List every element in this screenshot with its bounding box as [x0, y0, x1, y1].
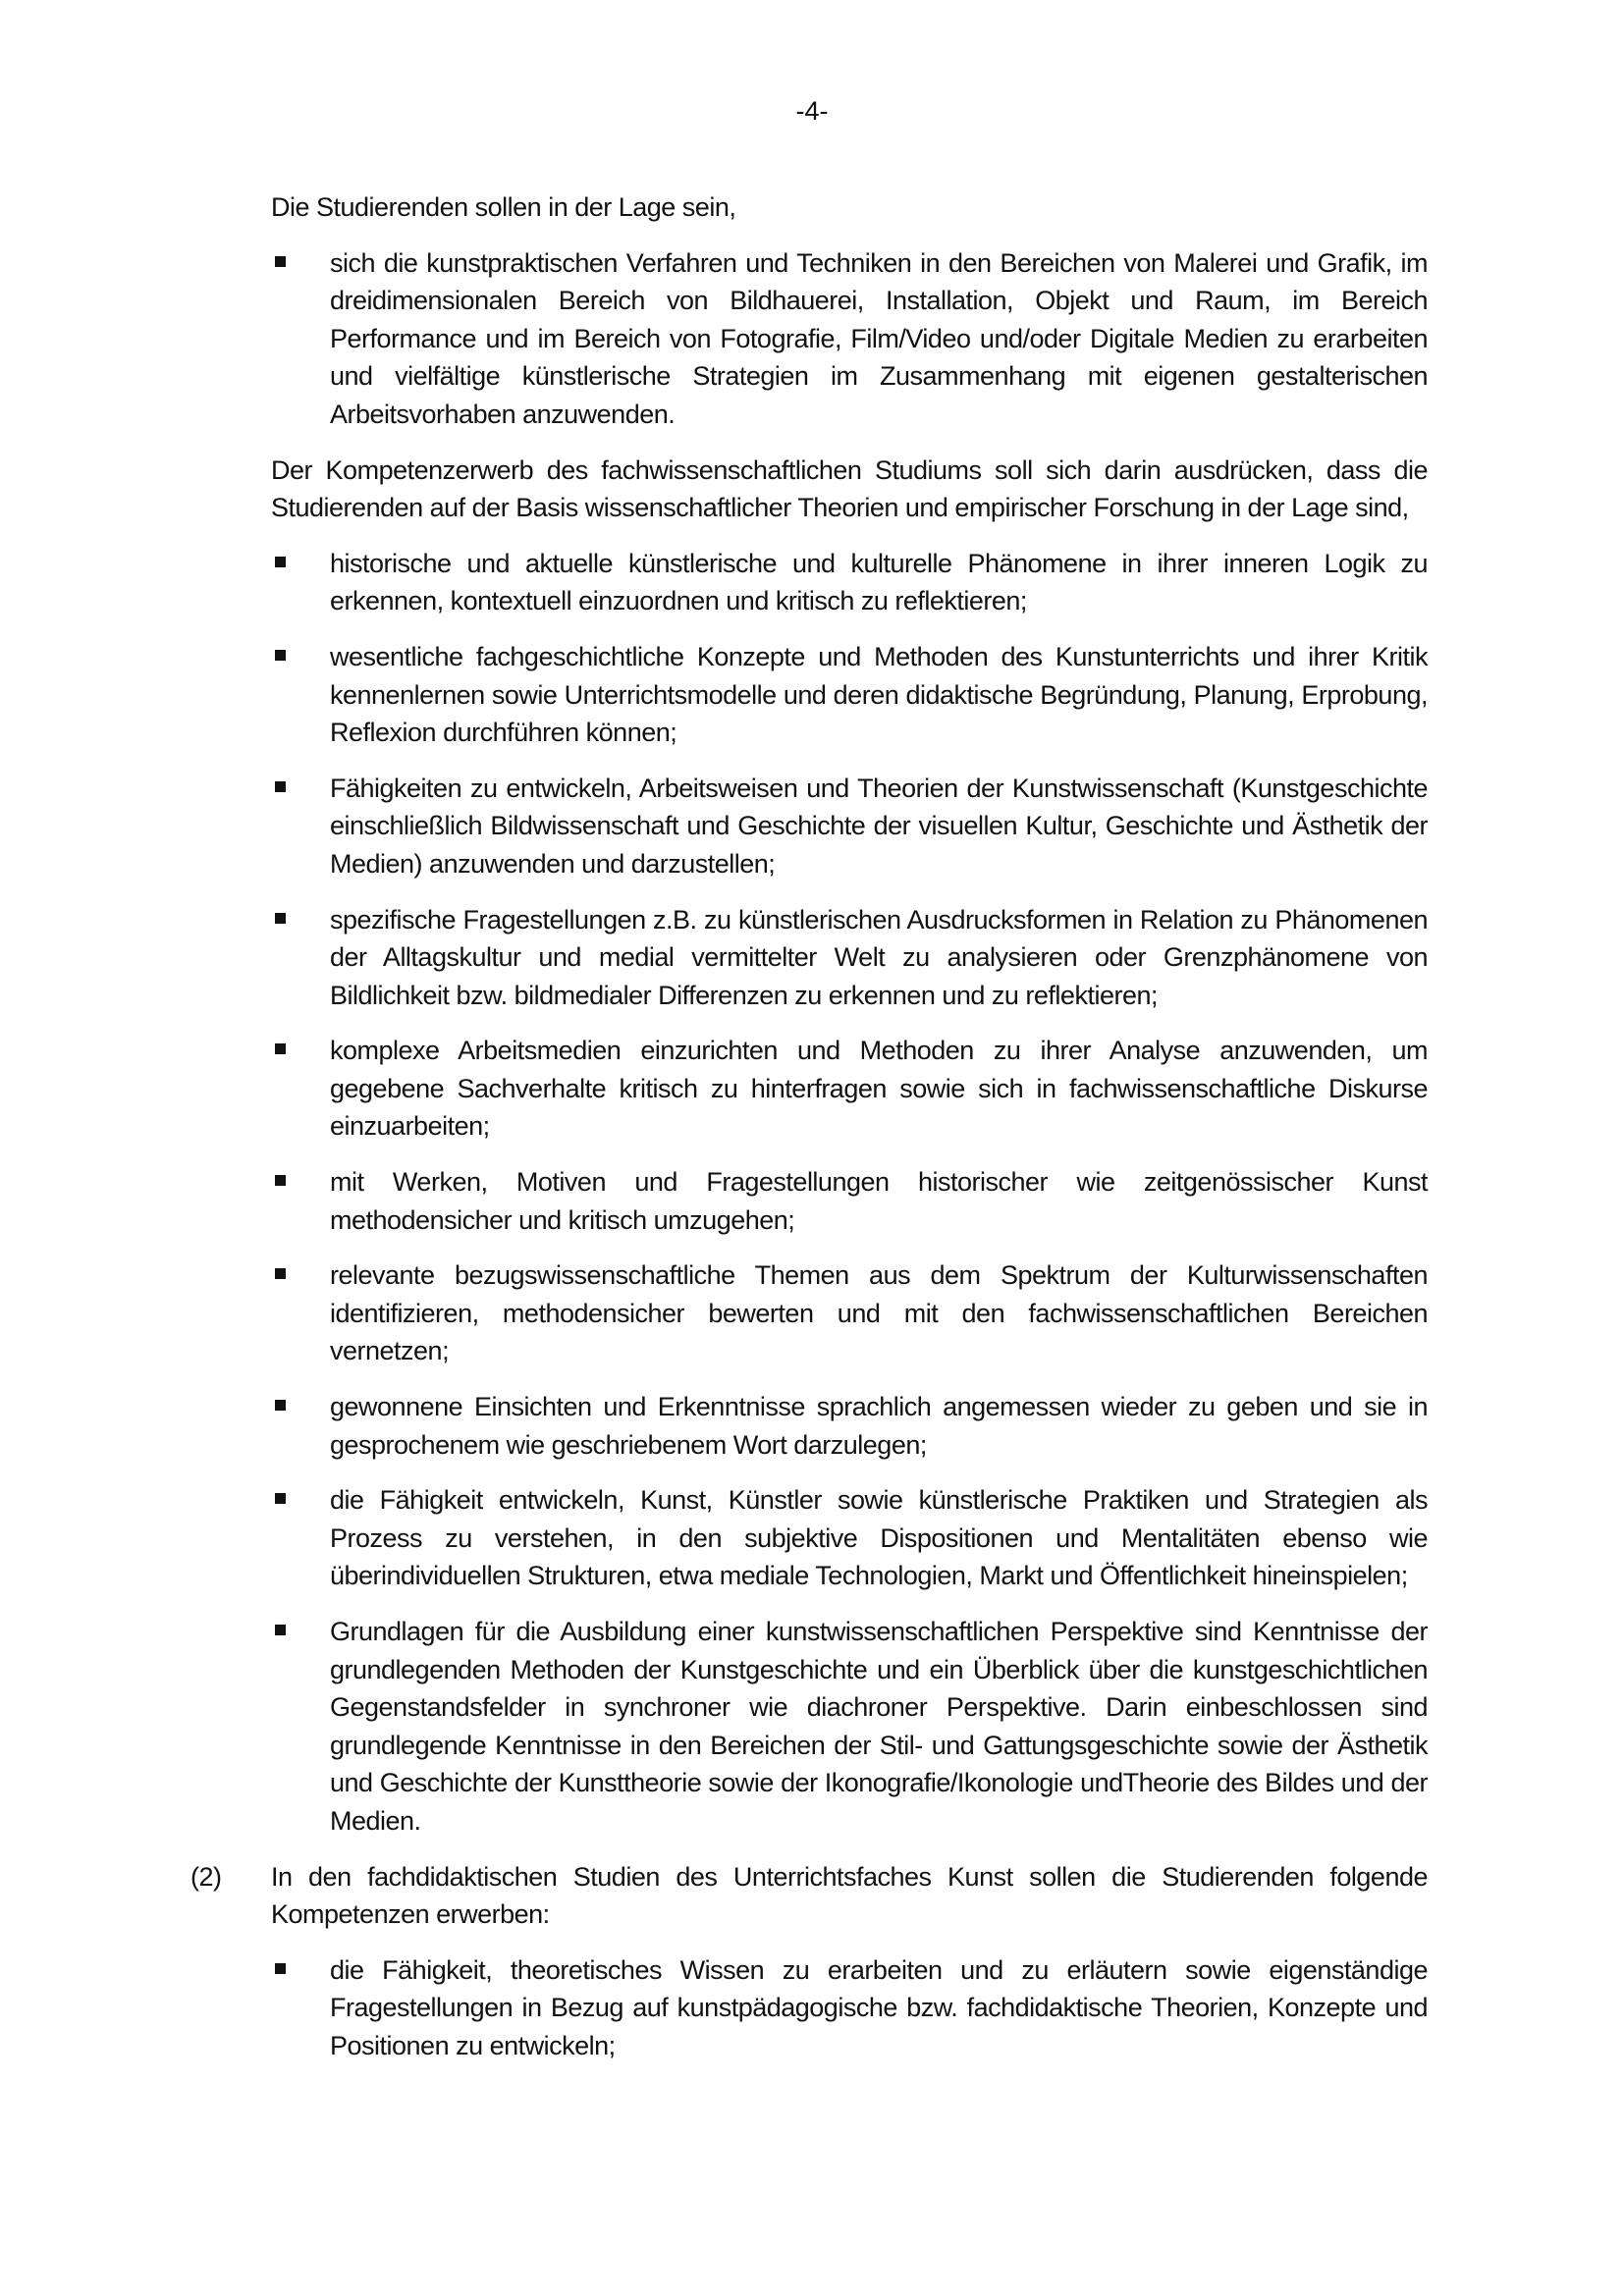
square-bullet-icon — [275, 913, 286, 924]
list-item-text: die Fähigkeit, theoretisches Wissen zu erarbeiten und zu erläutern sowie eigenständige Fragestellungen in Bezug auf kunstpädagogische bzw. fachdidaktische Theorien, Konzepte und Positionen zu entwickeln; — [330, 1954, 1428, 2060]
list-item — [271, 770, 1428, 883]
list-item — [271, 1951, 1428, 2065]
list-item — [271, 1256, 1428, 1370]
list-item — [271, 244, 1428, 434]
list-item-text: die Fähigkeit entwickeln, Kunst, Künstler sowie künstlerische Praktiken und Strategien als Prozess zu verstehen, in den subjektive Dispositionen und Mentalitäten ebenso wie überindividuellen Strukturen, etwa mediale Technologien, Markt und Öffentlichkeit hineinspielen; — [330, 1485, 1428, 1591]
square-bullet-icon — [275, 1963, 286, 1974]
square-bullet-icon — [275, 1043, 286, 1054]
section-2-paragraph — [190, 1858, 1428, 1934]
list-item — [271, 1163, 1428, 1239]
list-item-text: komplexe Arbeitsmedien einzurichten und Methoden zu ihrer Analyse anzuwenden, um gegebene Sachverhalte kritisch zu hinterfragen sowie sich in fachwissenschaftliche Diskurse einzuarbeiten; — [330, 1036, 1428, 1142]
list-item-text: historische und aktuelle künstlerische und kulturelle Phänomene in ihrer inneren Logik zu erkennen, kontextuell einzuordnen und kritisch zu reflektieren; — [330, 548, 1428, 616]
list-item — [271, 1388, 1428, 1464]
document-body — [190, 188, 1428, 2083]
square-bullet-icon — [275, 1268, 286, 1279]
list-item-text: mit Werken, Motiven und Fragestellungen historischer wie zeitgenössischer Kunst methodensicher und kritisch umzugehen; — [330, 1167, 1428, 1235]
list-item-text: Grundlagen für die Ausbildung einer kunstwissenschaftlichen Perspektive sind Kenntnisse der grundlegenden Methoden der Kunstgeschichte und ein Überblick über die kunstgeschichtlichen Gegenstandsfelder in synchroner wie diachroner Perspektive. Darin einbeschlossen sind grundlegende Kenntnisse in den Bereichen der Stil- und Gattungsgeschichte sowie der Ästhetik und Geschichte der Kunsttheorie sowie der Ikonografie/Ikonologie undTheorie des Bildes und der Medien. — [330, 1617, 1428, 1836]
bullet-list-3 — [271, 1951, 1428, 2065]
bullet-list-2 — [271, 545, 1428, 1841]
list-item-text: Fähigkeiten zu entwickeln, Arbeitsweisen und Theorien der Kunstwissenschaft (Kunstgeschichte einschließlich Bildwissenschaft und Geschichte der visuellen Kultur, Geschichte und Ästhetik der Medien) anzuwenden und darzustellen; — [330, 773, 1428, 879]
square-bullet-icon — [275, 1625, 286, 1635]
bullet-list-1 — [271, 244, 1428, 434]
list-item — [271, 1481, 1428, 1595]
list-item — [271, 638, 1428, 752]
list-item-text: gewonnene Einsichten und Erkenntnisse sprachlich angemessen wieder zu geben und sie in gesprochenem wie geschriebenem Wort darzulegen; — [330, 1392, 1428, 1460]
list-item — [271, 901, 1428, 1015]
intro-paragraph-2: Der Kompetenzerwerb des fachwissenschaftlichen Studiums soll sich darin ausdrücken, dass die Studierenden auf der Basis wissenschaftlicher Theorien und empirischer Forschung in der Lage sind, — [271, 454, 1428, 523]
page-number: -4- — [795, 96, 829, 126]
section-2-text: In den fachdidaktischen Studien des Unterrichtsfaches Kunst sollen die Studierenden folgende Kompetenzen erwerben: — [271, 1861, 1428, 1930]
section-number: (2) — [190, 1861, 222, 1892]
intro-paragraph-1: Die Studierenden sollen in der Lage sein, — [271, 192, 736, 222]
square-bullet-icon — [275, 650, 286, 661]
square-bullet-icon — [275, 1175, 286, 1186]
list-item-text: spezifische Fragestellungen z.B. zu künstlerischen Ausdrucksformen in Relation zu Phänomenen der Alltagskultur und medial vermittelter Welt zu analysieren oder Grenzphänomene von Bildlichkeit bzw. bildmedialer Differenzen zu erkennen und zu reflektieren; — [330, 904, 1428, 1010]
square-bullet-icon — [275, 1493, 286, 1504]
list-item-text: relevante bezugswissenschaftliche Themen aus dem Spektrum der Kulturwissenschaften identifizieren, methodensicher bewerten und mit den fachwissenschaftlichen Bereichen vernetzen; — [330, 1260, 1428, 1366]
list-item — [271, 1613, 1428, 1841]
list-item — [271, 545, 1428, 620]
square-bullet-icon — [275, 557, 286, 567]
list-item-text: wesentliche fachgeschichtliche Konzepte und Methoden des Kunstunterrichts und ihrer Kritik kennenlernen sowie Unterrichtsmodelle und deren didaktische Begründung, Planung, Erprobung, Reflexion durchführen können; — [330, 641, 1428, 748]
list-item-text: sich die kunstpraktischen Verfahren und Techniken in den Bereichen von Malerei und Grafik, im dreidimensionalen Bereich von Bildhauerei, Installation, Objekt und Raum, im Bereich Performance und im Bereich von Fotografie, Film/Video und/oder Digitale Medien zu erarbeiten und vielfältige künstlerische Strategien im Zusammenhang mit eigenen gestalterischen Arbeitsvorhaben anzuwenden. — [330, 247, 1428, 429]
square-bullet-icon — [275, 1400, 286, 1411]
list-item — [271, 1032, 1428, 1146]
square-bullet-icon — [275, 781, 286, 792]
square-bullet-icon — [275, 256, 286, 267]
